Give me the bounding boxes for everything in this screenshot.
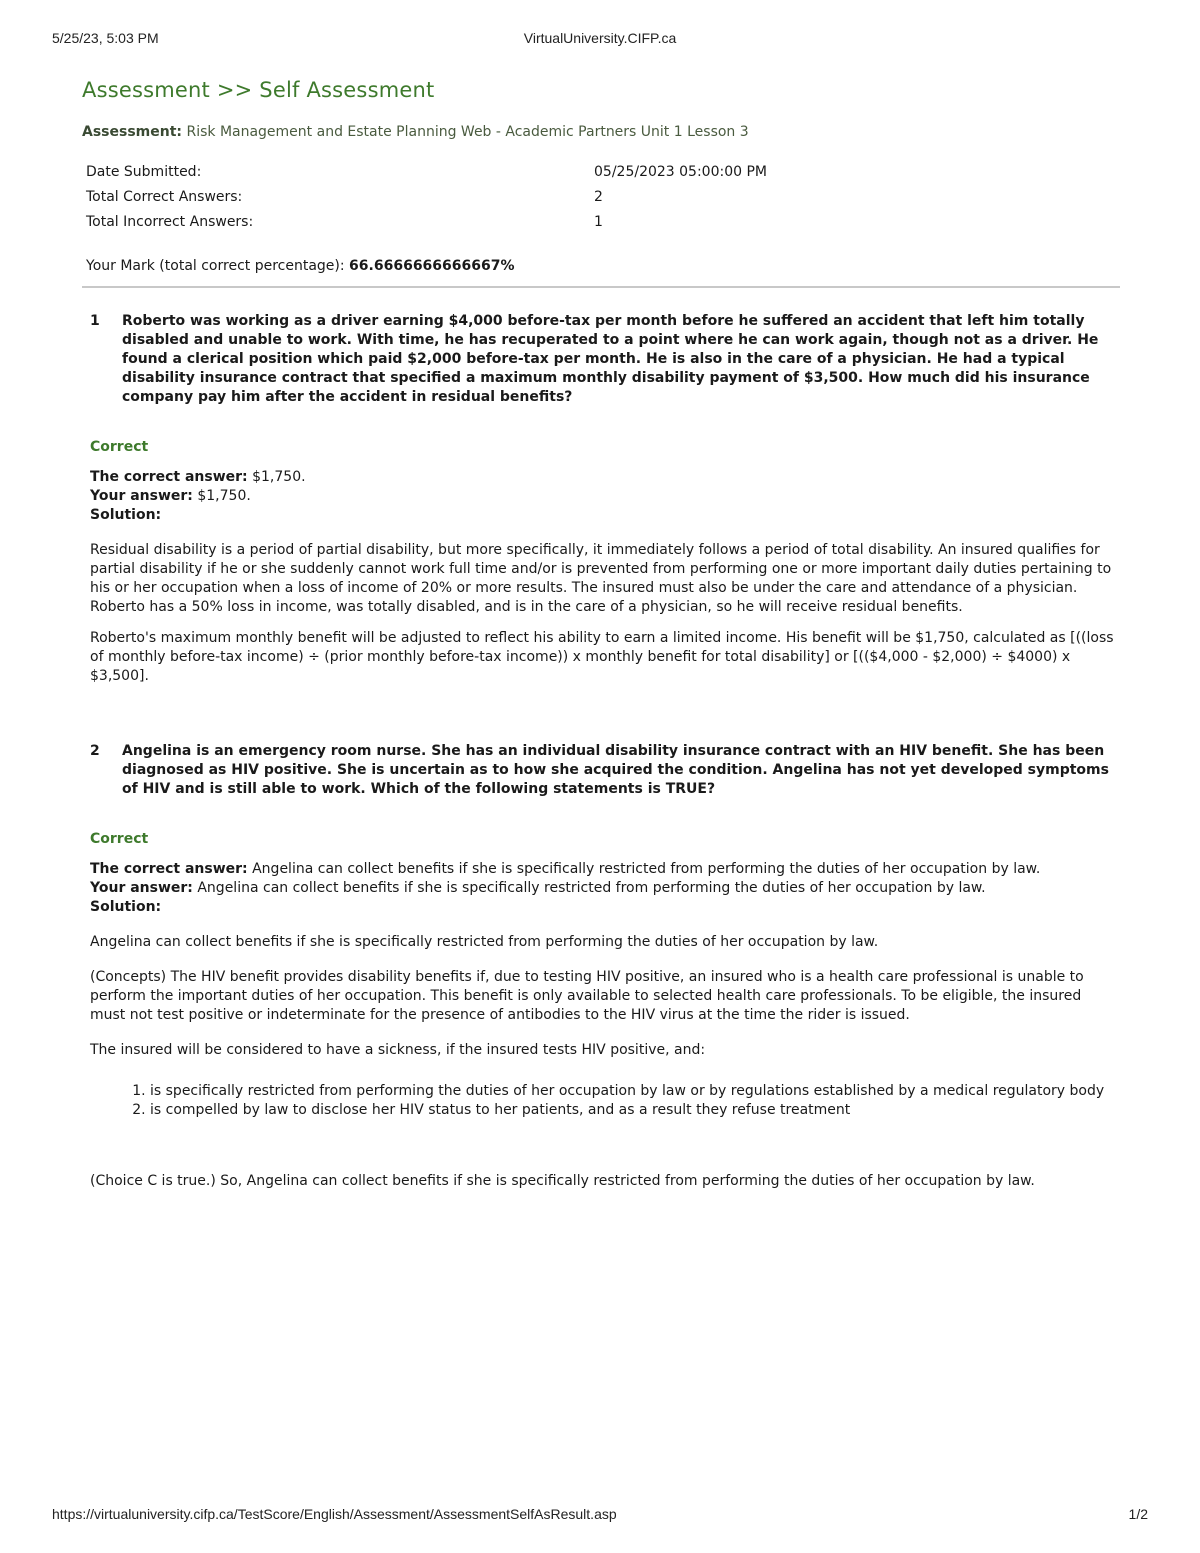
your-answer-value: Angelina can collect benefits if she is specifically restricted from performing the duties of her occupation by law. bbox=[197, 880, 986, 896]
your-answer-label: Your answer: bbox=[90, 880, 193, 896]
answers-block bbox=[90, 860, 1120, 917]
result-status: Correct bbox=[90, 439, 149, 455]
correct-answer-value: $1,750. bbox=[252, 469, 306, 485]
print-header bbox=[52, 30, 1148, 50]
your-answer-line bbox=[90, 487, 1120, 506]
solution-label: Solution: bbox=[90, 899, 162, 915]
assessment-name-line bbox=[82, 124, 1120, 140]
stat-label: Total Incorrect Answers: bbox=[86, 214, 254, 230]
solution-concepts: (Concepts) The HIV benefit provides disability benefits if, due to testing HIV positive, an insured who is a health care professional is unable to perform the important duties of her occupation. This benefit is only available to selected health care professionals. To be eligible, the insured must not test positive or indeterminate for the presence of antibodies to the HIV virus at the time the rider is issued. bbox=[90, 969, 1084, 1023]
correct-answer-value: Angelina can collect benefits if she is specifically restricted from performing the duties of her occupation by law. bbox=[252, 861, 1041, 877]
stats-row-correct bbox=[86, 187, 1124, 212]
question-header bbox=[82, 742, 1120, 799]
main-content bbox=[82, 78, 1120, 1191]
mark-value: 66.6666666666667% bbox=[349, 258, 515, 274]
solution-intro: Angelina can collect benefits if she is specifically restricted from performing the duties of her occupation by law. bbox=[90, 934, 879, 950]
your-answer-value: $1,750. bbox=[197, 488, 251, 504]
your-answer-label: Your answer: bbox=[90, 488, 193, 504]
solution-list bbox=[90, 1082, 1120, 1120]
correct-answer-line bbox=[90, 860, 1120, 879]
solution-condition: The insured will be considered to have a sickness, if the insured tests HIV positive, and: bbox=[90, 1042, 706, 1058]
question-text: Roberto was working as a driver earning $4,000 before-tax per month before he suffered an accident that left him totally disabled and unable to work. With time, he has recuperated to a point where he can work again, though not as a driver. He found a clerical position which paid $2,000 before-tax per month. He is also in the care of a physician. He had a typical disability insurance contract that specified a maximum monthly disability payment of $3,500. How much did his insurance company pay him after the accident in residual benefits? bbox=[122, 313, 1099, 405]
solution-list-item: 2. is compelled by law to disclose her HIV status to her patients, and as a result they refuse treatment bbox=[150, 1101, 1120, 1120]
assessment-name: Risk Management and Estate Planning Web - Academic Partners Unit 1 Lesson 3 bbox=[186, 124, 749, 140]
stat-value: 05/25/2023 05:00:00 PM bbox=[594, 164, 767, 180]
solution-list-item: 1. is specifically restricted from performing the duties of her occupation by law or by regulations established by a medical regulatory body bbox=[150, 1082, 1120, 1101]
print-url: https://virtualuniversity.cifp.ca/TestScore/English/Assessment/AssessmentSelfAsResult.asp bbox=[52, 1506, 617, 1522]
question-number: 2 bbox=[90, 743, 100, 759]
print-page-number: 1/2 bbox=[1128, 1506, 1148, 1522]
correct-answer-line bbox=[90, 468, 1120, 487]
question-number: 1 bbox=[90, 313, 100, 329]
stats-row-incorrect bbox=[86, 212, 1124, 237]
solution-conclusion: (Choice C is true.) So, Angelina can collect benefits if she is specifically restricted from performing the duties of her occupation by law. bbox=[90, 1173, 1035, 1189]
section-divider bbox=[82, 286, 1120, 288]
solution-heading bbox=[90, 506, 1120, 525]
question-header bbox=[82, 312, 1120, 407]
your-answer-line bbox=[90, 879, 1120, 898]
your-mark bbox=[86, 258, 1120, 274]
stats-table bbox=[86, 162, 1124, 237]
correct-answer-label: The correct answer: bbox=[90, 469, 248, 485]
stat-value: 1 bbox=[594, 214, 603, 230]
answers-block bbox=[90, 468, 1120, 525]
question-2 bbox=[82, 742, 1120, 1191]
solution-label: Solution: bbox=[90, 507, 162, 523]
spacer bbox=[82, 686, 1120, 742]
solution-paragraph: Residual disability is a period of partial disability, but more specifically, it immediately follows a period of total disability. An insured qualifies for partial disability if he or she suddenly cannot work full time and/or is prevented from performing one or more important daily duties pertaining to his or her occupation when a loss of income of 20% or more results. The insured must also be under the care and attendance of a physician. Roberto has a 50% loss in income, was totally disabled, and is in the care of a physician, so he will receive residual benefits. bbox=[90, 542, 1112, 615]
stat-label: Total Correct Answers: bbox=[86, 189, 243, 205]
result-status: Correct bbox=[90, 831, 149, 847]
print-footer bbox=[52, 1506, 1148, 1526]
page-title: Assessment >> Self Assessment bbox=[82, 78, 435, 102]
stat-label: Date Submitted: bbox=[86, 164, 202, 180]
stats-row-date bbox=[86, 162, 1124, 187]
stat-value: 2 bbox=[594, 189, 603, 205]
print-site-title: VirtualUniversity.CIFP.ca bbox=[523, 30, 677, 46]
print-timestamp: 5/25/23, 5:03 PM bbox=[52, 30, 159, 46]
assessment-label: Assessment: bbox=[82, 124, 183, 140]
solution-heading bbox=[90, 898, 1120, 917]
question-1 bbox=[82, 312, 1120, 686]
question-text: Angelina is an emergency room nurse. She has an individual disability insurance contract with an HIV benefit. She has been diagnosed as HIV positive. She is uncertain as to how she acquired the condition. Angelina has not yet developed symptoms of HIV and is still able to work. Which of the following statements is TRUE? bbox=[122, 743, 1109, 797]
mark-label: Your Mark (total correct percentage): bbox=[86, 258, 345, 274]
correct-answer-label: The correct answer: bbox=[90, 861, 248, 877]
solution-paragraph: Roberto's maximum monthly benefit will be adjusted to reflect his ability to earn a limited income. His benefit will be $1,750, calculated as [((loss of monthly before-tax income) ÷ (prior monthly before-tax income)) x monthly benefit for total disability] or [(($4,000 - $2,000) ÷ $4000) x $3,500]. bbox=[90, 630, 1114, 684]
